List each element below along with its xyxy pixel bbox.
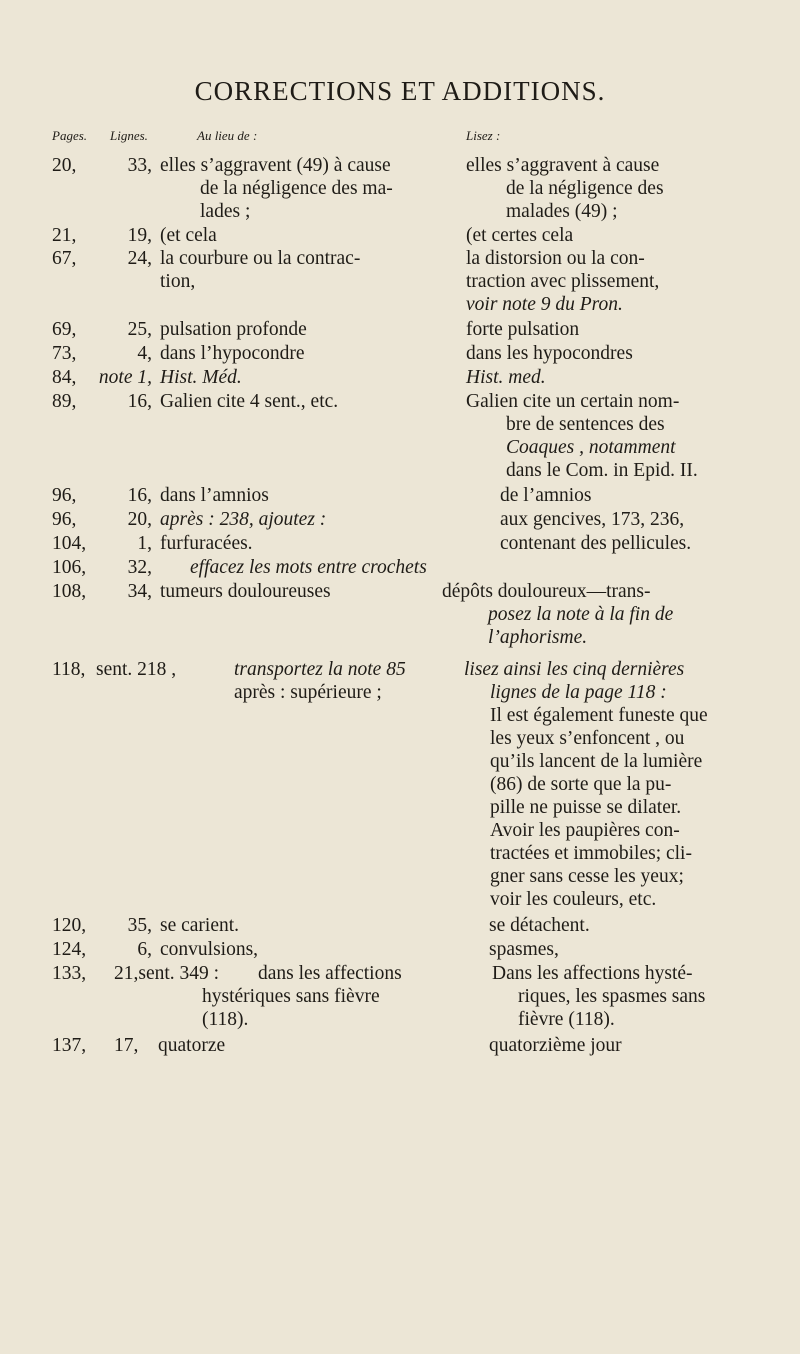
row-au-lieu: pulsation profonde [160, 319, 307, 340]
row-au-lieu: se carient. [160, 915, 240, 936]
row-lisez: aux gencives, 173, 236, [500, 509, 685, 530]
row-page: 84, [52, 367, 77, 388]
row-ligne: 25, [127, 319, 152, 340]
row-lisez: (et certes cela [466, 225, 574, 246]
row-ligne: 17, [114, 1035, 139, 1056]
header-lignes: Lignes. [110, 128, 148, 143]
row-ligne: 32, [127, 557, 152, 578]
row-page: 96, [52, 509, 77, 530]
header-pages: Pages. [52, 128, 88, 143]
row-ligne: 20, [127, 509, 152, 530]
row-ligne: 33, [127, 155, 152, 176]
row-lisez: se détachent. [489, 915, 590, 936]
row-au-lieu: Galien cite 4 sent., etc. [160, 391, 339, 412]
row-au-lieu: dans les affections hystériques sans fièvre (118). [202, 963, 402, 1030]
row-au-lieu: furfuracées. [160, 533, 253, 554]
row-lisez: la distorsion ou la con- traction avec plissement, voir note 9 du Pron. [466, 248, 660, 315]
row-ligne: 34, [127, 581, 152, 602]
row-ligne: sent. 218 , [96, 659, 177, 680]
row-ligne: 1, [137, 533, 152, 554]
header-au-lieu: Au lieu de : [197, 128, 258, 143]
row-page: 96, [52, 485, 77, 506]
row-au-lieu: elles s’aggravent (49) à cause de la négligence des ma- lades ; [160, 155, 393, 222]
row-page: 69, [52, 319, 77, 340]
row-ligne: 6, [137, 939, 152, 960]
row-lisez: dans les hypocondres [466, 343, 633, 364]
row-ligne: 24, [127, 248, 152, 269]
row-au-lieu: dans l’hypocondre [160, 343, 305, 364]
row-au-lieu: tumeurs douloureuses [160, 581, 331, 602]
row-page: 106, [52, 557, 87, 578]
row-au-lieu: après : 238, ajoutez : [160, 509, 327, 530]
row-page: 118, [52, 659, 86, 680]
row-page: 124, [52, 939, 87, 960]
row-lisez: Galien cite un certain nom- bre de sentences des Coaques , notamment dans le Com. in Epid. II. [466, 391, 698, 481]
row-au-lieu: effacez les mots entre crochets [190, 557, 427, 578]
row-au-lieu: Hist. Méd. [160, 367, 242, 388]
row-page: 20, [52, 155, 77, 176]
row-au-lieu: quatorze [158, 1035, 226, 1056]
row-au-lieu: la courbure ou la contrac- tion, [160, 248, 361, 292]
row-au-lieu: transportez la note 85 après : supérieure ; [234, 659, 406, 703]
row-page: 89, [52, 391, 77, 412]
row-lisez: elles s’aggravent à cause de la négligence des malades (49) ; [466, 155, 664, 222]
row-lisez: spasmes, [489, 939, 559, 960]
row-lisez: Hist. med. [466, 367, 546, 388]
row-page: 73, [52, 343, 77, 364]
row-au-lieu: dans l’amnios [160, 485, 269, 506]
row-ligne: 21,sent. 349 : [114, 963, 220, 984]
row-au-lieu: convulsions, [160, 939, 259, 960]
row-ligne: 16, [127, 391, 152, 412]
row-page: 137, [52, 1035, 87, 1056]
row-lisez: quatorzième jour [489, 1035, 622, 1056]
row-ligne: 35, [127, 915, 152, 936]
page-title: CORRECTIONS ET ADDITIONS. [194, 76, 606, 106]
row-lisez: Dans les affections hysté- riques, les spasmes sans fièvre (118). [492, 963, 706, 1030]
row-au-lieu: (et cela [160, 225, 217, 246]
header-lisez: Lisez : [466, 128, 501, 143]
row-page: 133, [52, 963, 87, 984]
row-lisez: contenant des pellicules. [500, 533, 692, 554]
row-page: 67, [52, 248, 77, 269]
row-lisez: de l’amnios [500, 485, 592, 506]
row-page: 120, [52, 915, 87, 936]
row-ligne: 19, [127, 225, 152, 246]
row-ligne: note 1, [98, 367, 152, 388]
row-ligne: 4, [137, 343, 152, 364]
row-page: 21, [52, 225, 77, 246]
row-lisez: dépôts douloureux—trans- posez la note à la fin de l’aphorisme. [442, 581, 674, 648]
row-lisez: lisez ainsi les cinq dernières lignes de la page 118 : Il est également funeste que les yeux s’enfoncent , ou qu’ils lancent de la lumière (86) de sorte que la pu- pille ne puisse se dilater. Avoir les paupières con- tractées et immobiles; cli- gner sans cesse les yeux; voir les couleurs, etc. [464, 659, 708, 910]
row-lisez: forte pulsation [466, 319, 580, 340]
row-ligne: 16, [127, 485, 152, 506]
row-page: 108, [52, 581, 87, 602]
row-page: 104, [52, 533, 87, 554]
